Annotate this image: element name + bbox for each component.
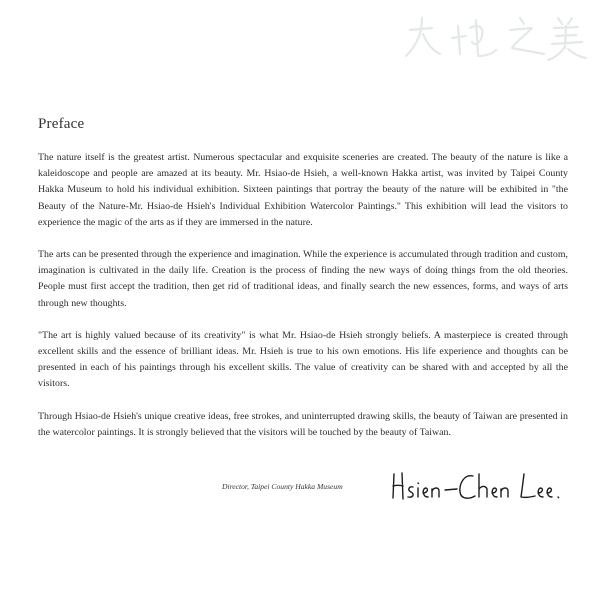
paragraph-2: The arts can be presented through the experience and imagination. While the experience is accumulated through tradition and custom, imagination is cultivated in the daily life. Creation is the process of finding the new ways of doing things from the old theories. People must first accept the tradition, then get rid of traditional ideas, and finally search the new essences, forms, and ways of arts through new thoughts. [38,249,568,309]
paragraph-4: Through Hsiao-de Hsieh's unique creative ideas, free strokes, and uninterrupted drawing skills, the beauty of Taiwan are presented in the watercolor paintings. It is strongly believed that the visitors will be touched by the beauty of Taiwan. [38,410,568,438]
paragraph-1: The nature itself is the greatest artist. Numerous spectacular and exquisite sceneries are created. The beauty of the nature is like a kaleidoscope and people are amazed at its beauty. Mr. Hsiao-de Hsieh, a well-known Hakka artist, was invited by Taipei County Hakka Museum to hold his individual exhibition. Sixteen paintings that portray the beauty of the nature will be exhibited in "the Beauty of the Nature-Mr. Hsiao-de Hsieh's Individual Exhibition Watercolor Paintings." This exhibition will lead the visitors to experience the magic of the arts as if they are immersed in the nature. [38,152,568,228]
paragraph-3: "The art is highly valued because of its creativity" is what Mr. Hsiao-de Hsieh strongly beliefs. A masterpiece is created through excellent skills and the essence of brilliant ideas. Mr. Hsieh is true to his own emotions. His life experience and thoughts can be presented in each of his paintings through his excellent skills. The value of creativity can be shared with and accepted by all the visitors. [38,329,568,390]
signature-drawing [390,468,570,504]
calligraphy-watermark-drawing [392,10,592,66]
preface-body [38,150,568,457]
calligraphy-watermark [392,10,592,66]
handwritten-signature [390,468,570,504]
signer-role: Director, Taipei County Hakka Museum [222,482,343,491]
page-title: Preface [38,116,85,132]
signoff [222,468,572,508]
